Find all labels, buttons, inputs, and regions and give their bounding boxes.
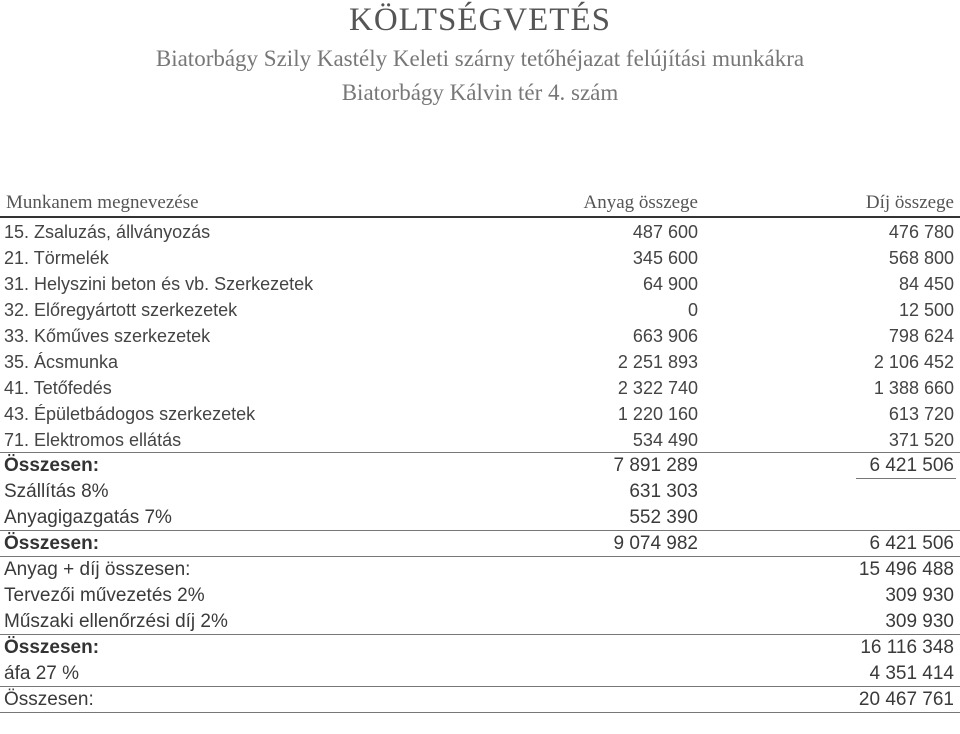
anyagigazgatas-label: Anyagigazgatás 7% (4, 507, 172, 528)
cost-table (0, 219, 960, 713)
row-dij: 1 388 660 (873, 378, 954, 398)
szallitas-anyag: 631 303 (629, 481, 698, 502)
anyag-dij-label: Anyag + díj összesen: (4, 559, 191, 580)
szallitas-row (0, 479, 960, 505)
subtotal-row-1 (0, 453, 960, 479)
row-anyag: 487 600 (632, 222, 698, 242)
table-row (0, 323, 960, 349)
anyag-dij-value: 15 496 488 (858, 559, 954, 580)
row-name: 35. Ácsmunka (4, 352, 119, 372)
column-header-anyag: Anyag összege (583, 192, 698, 213)
anyag-dij-osszesen-row (0, 557, 960, 583)
row-dij: 476 780 (888, 222, 954, 242)
muszaki-label: Műszaki ellenőrzési díj 2% (4, 611, 228, 632)
subtotal-row-3 (0, 635, 960, 661)
row-anyag: 64 900 (642, 274, 698, 294)
grand-total-label: Összesen: (4, 689, 94, 710)
row-anyag: 2 251 893 (617, 352, 698, 372)
subtotal-anyag: 7 891 289 (613, 455, 698, 476)
row-anyag: 2 322 740 (617, 378, 698, 398)
table-row (0, 427, 960, 453)
afa-row (0, 661, 960, 687)
tervezoi-value: 309 930 (885, 585, 954, 606)
subtotal-dij: 16 116 348 (860, 637, 954, 658)
table-row (0, 401, 960, 427)
row-dij: 613 720 (888, 404, 954, 424)
subtotal-row-2 (0, 531, 960, 557)
column-header-name: Munkanem megnevezése (6, 192, 199, 213)
afa-label: áfa 27 % (4, 663, 79, 684)
subtotal-label: Összesen: (4, 455, 100, 476)
subtotal-dij: 6 421 506 (869, 455, 954, 476)
tervezoi-muvezetes-row (0, 583, 960, 609)
document-title: KÖLTSÉGVETÉS (349, 2, 611, 38)
table-row (0, 349, 960, 375)
row-name: 21. Törmelék (4, 248, 109, 268)
column-header-dij: Díj összege (865, 192, 954, 213)
subtotal-dij: 6 421 506 (869, 533, 954, 554)
grand-total-value: 20 467 761 (858, 689, 954, 710)
row-name: 71. Elektromos ellátás (4, 430, 182, 450)
subtotal-label: Összesen: (4, 637, 100, 658)
row-dij: 371 520 (888, 430, 954, 450)
row-name: 33. Kőműves szerkezetek (4, 326, 211, 346)
szallitas-label: Szállítás 8% (4, 481, 109, 502)
row-name: 41. Tetőfedés (4, 378, 112, 398)
muszaki-ellenorzes-row (0, 609, 960, 635)
muszaki-value: 309 930 (885, 611, 954, 632)
row-name: 43. Épületbádogos szerkezetek (4, 404, 256, 424)
row-name: 15. Zsaluzás, állványozás (4, 222, 211, 242)
row-dij: 798 624 (888, 326, 954, 346)
table-row (0, 297, 960, 323)
row-dij: 84 450 (898, 274, 954, 294)
table-row (0, 245, 960, 271)
row-anyag: 534 490 (632, 430, 698, 450)
document-subtitle-address: Biatorbágy Kálvin tér 4. szám (341, 80, 619, 105)
subtotal-label: Összesen: (4, 533, 100, 554)
row-dij: 2 106 452 (873, 352, 954, 372)
anyagigazgatas-anyag: 552 390 (629, 507, 698, 528)
document-subtitle-project: Biatorbágy Szily Kastély Keleti szárny tetőhéjazat felújítási munkákra (155, 46, 805, 71)
subtotal-anyag: 9 074 982 (613, 533, 698, 554)
row-dij: 568 800 (888, 248, 954, 268)
table-row (0, 271, 960, 297)
tervezoi-label: Tervezői művezetés 2% (4, 585, 205, 606)
row-anyag: 663 906 (632, 326, 698, 346)
anyagigazgatas-row (0, 505, 960, 531)
afa-value: 4 351 414 (869, 663, 954, 684)
row-name: 31. Helyszini beton és vb. Szerkezetek (4, 274, 314, 294)
header-divider (0, 216, 960, 218)
row-anyag: 345 600 (632, 248, 698, 268)
row-name: 32. Előregyártott szerkezetek (4, 300, 238, 320)
table-row (0, 219, 960, 245)
row-anyag: 1 220 160 (617, 404, 698, 424)
grand-total-row (0, 687, 960, 713)
table-row (0, 375, 960, 401)
row-dij: 12 500 (898, 300, 954, 320)
row-anyag: 0 (687, 300, 698, 320)
